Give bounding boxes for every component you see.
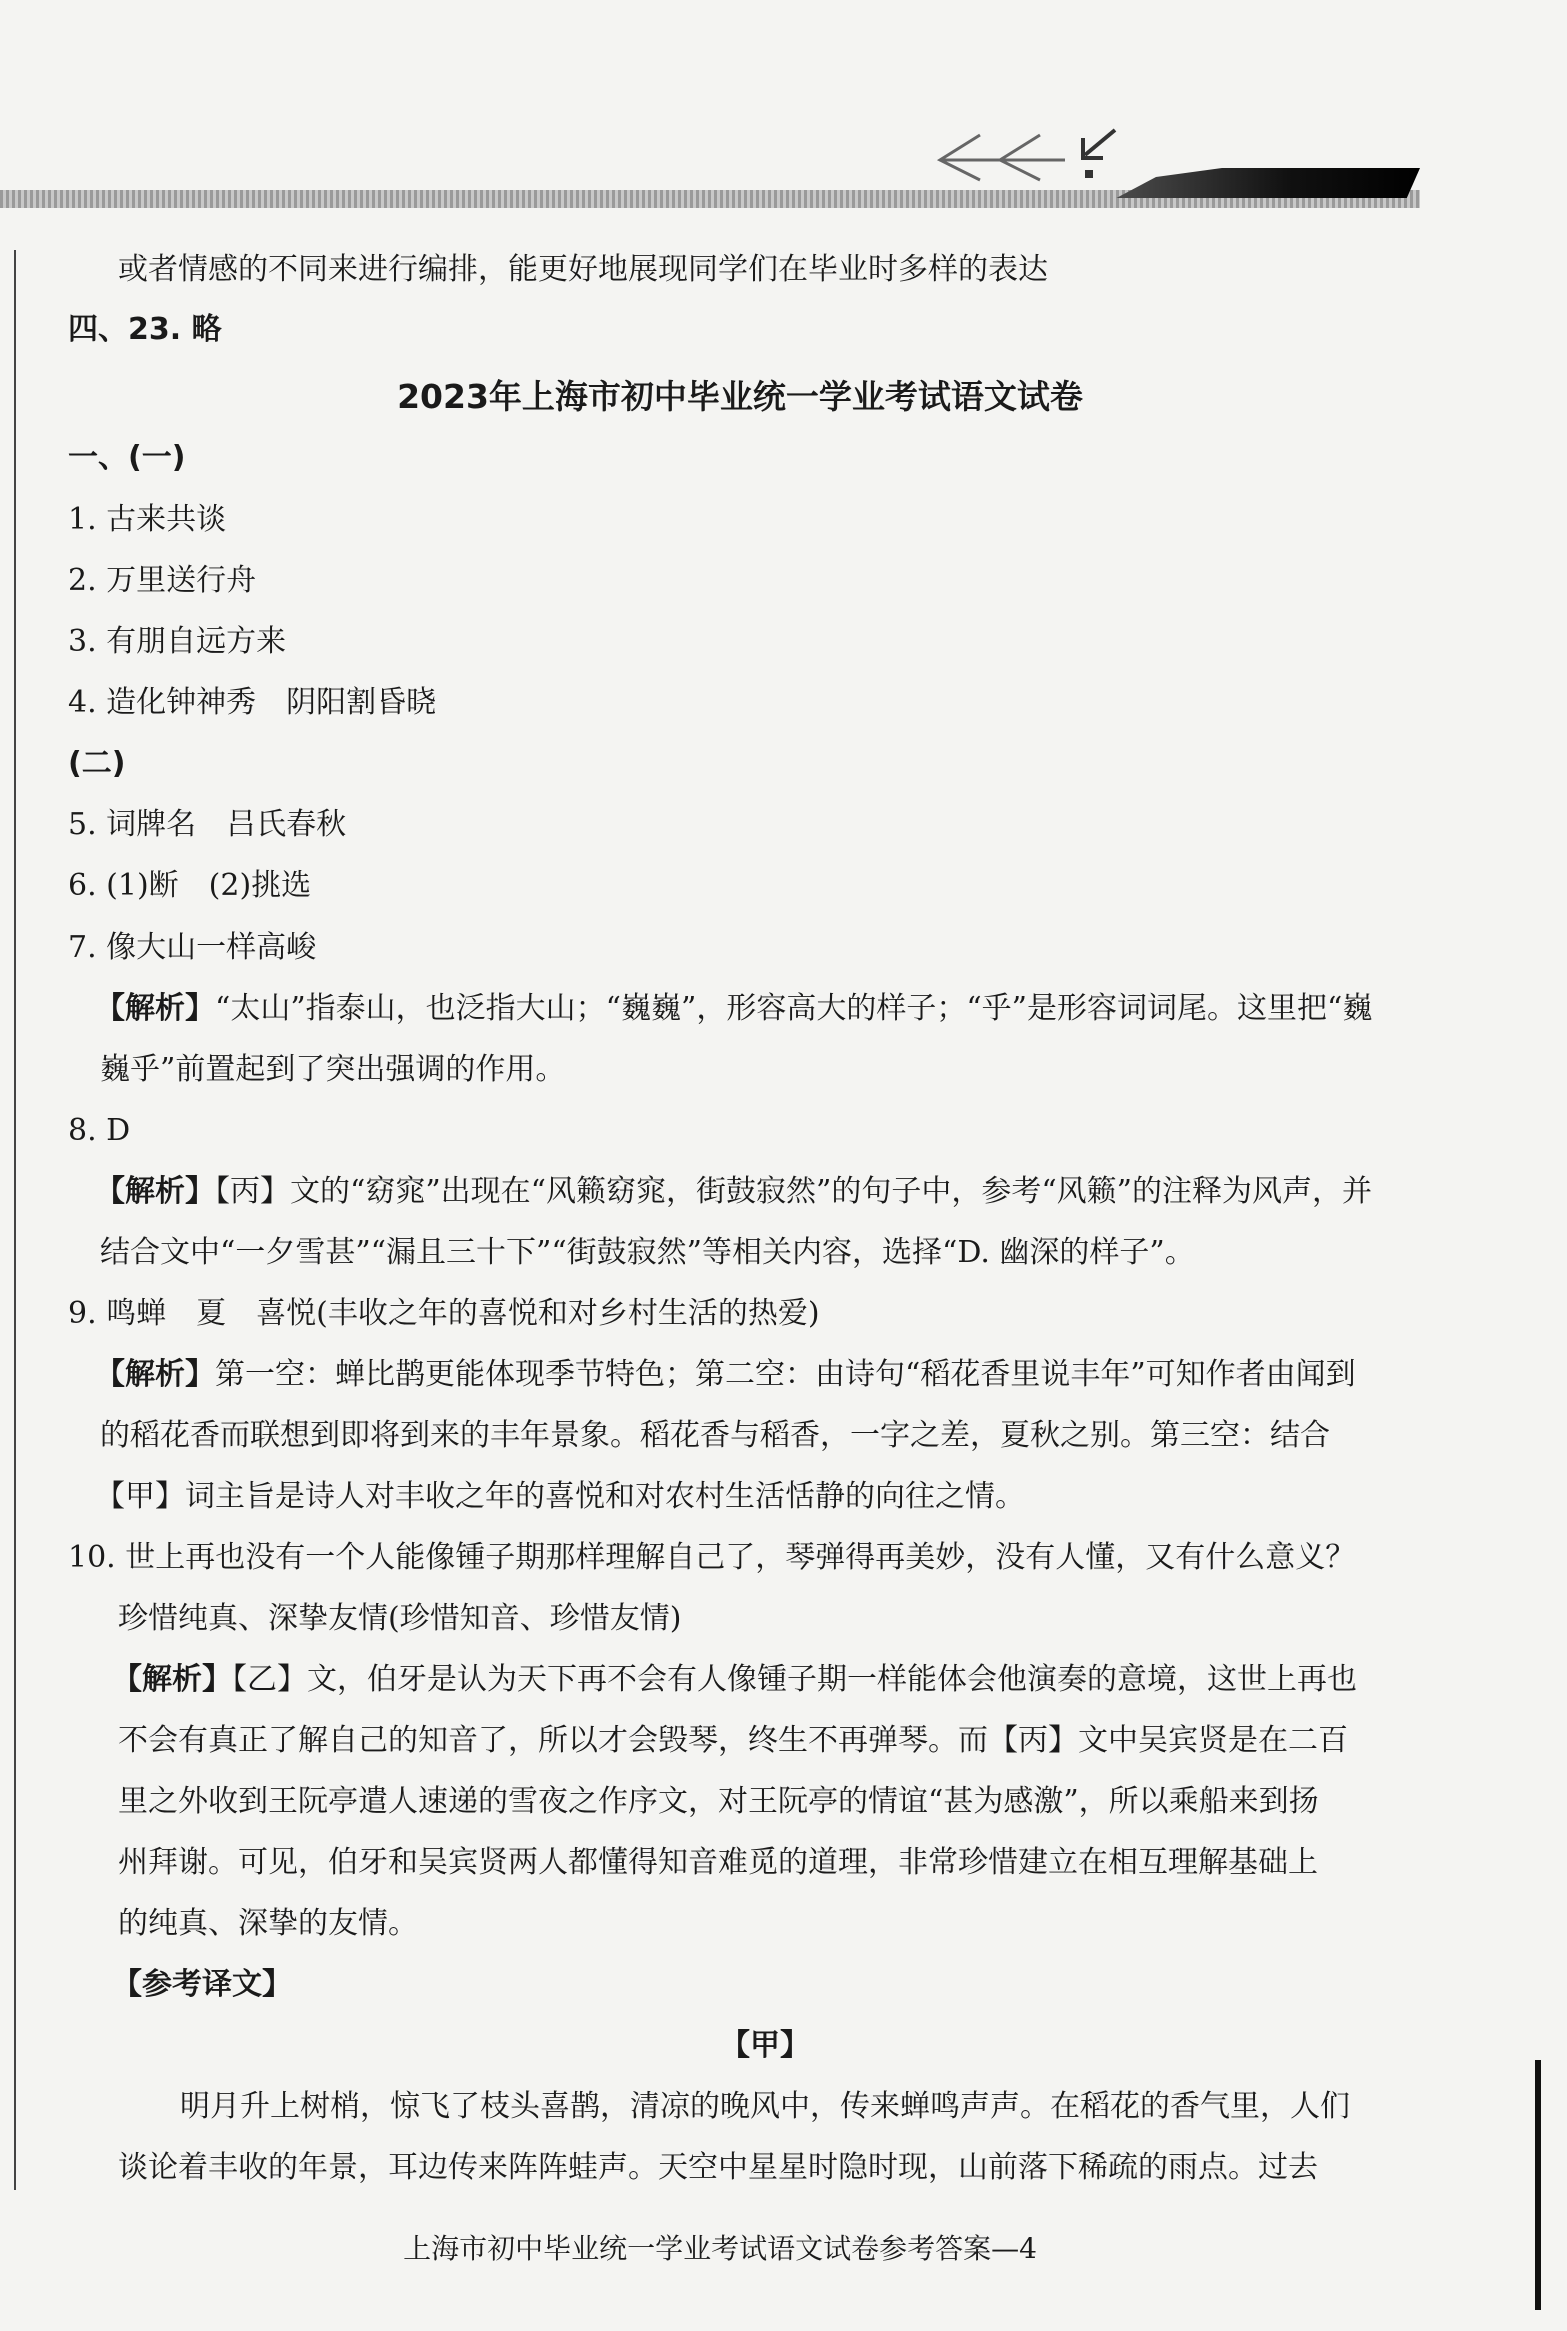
answer-7-explanation-text: “太山”指泰山，也泛指大山；“巍巍”，形容高大的样子；“乎”是形容词词尾。这里把“巍 — [215, 991, 1373, 1026]
answer-1: 1. 古来共谈 — [68, 502, 227, 537]
answer-8-explanation-1 — [95, 1172, 1372, 1212]
intro-line: 或者情感的不同来进行编排，能更好地展现同学们在毕业时多样的表达 — [118, 252, 1048, 287]
answer-10-explanation-4: 州拜谢。可见，伯牙和吴宾贤两人都懂得知音难觅的道理，非常珍惜建立在相互理解基础上 — [118, 1845, 1318, 1880]
answer-10-explanation-1 — [112, 1660, 1357, 1700]
answer-7-explanation-2: 巍乎”前置起到了突出强调的作用。 — [100, 1052, 566, 1087]
answer-10-explanation-text: 【乙】文，伯牙是认为天下再不会有人像锺子期一样能体会他演奏的意境，这世上再也 — [232, 1662, 1357, 1697]
answer-10-explanation-2: 不会有真正了解自己的知音了，所以才会毁琴，终生不再弹琴。而【丙】文中吴宾贤是在二百 — [118, 1723, 1348, 1758]
page-title: 2023年上海市初中毕业统一学业考试语文试卷 — [397, 377, 1083, 416]
jia-heading: 【甲】 — [720, 2028, 810, 2063]
answer-3: 3. 有朋自远方来 — [68, 624, 287, 659]
answer-10: 10. 世上再也没有一个人能像锺子期那样理解自己了，琴弹得再美妙，没有人懂，又有什么意义？ — [68, 1540, 1356, 1575]
answer-9-explanation-3: 【甲】词主旨是诗人对丰收之年的喜悦和对农村生活恬静的向往之情。 — [95, 1479, 1025, 1514]
answer-8-explanation-2: 结合文中“一夕雪甚”“漏且三十下”“街鼓寂然”等相关内容，选择“D. 幽深的样子”。 — [100, 1235, 1195, 1270]
answer-8: 8. D — [68, 1113, 131, 1148]
analysis-tag: 【解析】 — [95, 1174, 215, 1209]
answer-7: 7. 像大山一样高峻 — [68, 930, 317, 965]
answer-5: 5. 词牌名 吕氏春秋 — [68, 807, 347, 842]
answer-10-second: 珍惜纯真、深挚友情(珍惜知音、珍惜友情) — [118, 1601, 682, 1636]
answer-10-explanation-3: 里之外收到王阮亭遣人速递的雪夜之作序文，对王阮亭的情谊“甚为感激”，所以乘船来到扬 — [118, 1784, 1319, 1819]
analysis-tag: 【解析】 — [112, 1662, 232, 1697]
analysis-tag: 【解析】 — [95, 991, 215, 1026]
analysis-tag: 【解析】 — [95, 1357, 215, 1392]
answer-8-explanation-text: 【丙】文的“窈窕”出现在“风籁窈窕，街鼓寂然”的句子中，参考“风籁”的注释为风声，并 — [215, 1174, 1373, 1209]
answer-7-explanation-1 — [95, 989, 1372, 1029]
answer-4: 4. 造化钟神秀 阴阳割昏晓 — [68, 685, 437, 720]
answer-10-explanation-5: 的纯真、深挚的友情。 — [118, 1906, 418, 1941]
section-1-heading: 一、(一) — [68, 440, 186, 475]
answer-9-explanation-1 — [95, 1355, 1356, 1395]
answer-9: 9. 鸣蝉 夏 喜悦(丰收之年的喜悦和对乡村生活的热爱) — [68, 1296, 820, 1331]
reference-translation-heading: 【参考译文】 — [112, 1967, 292, 2002]
answer-6: 6. (1)断 (2)挑选 — [68, 868, 312, 903]
answer-2: 2. 万里送行舟 — [68, 563, 257, 598]
page-footer: 上海市初中毕业统一学业考试语文试卷参考答案—4 — [403, 2232, 1037, 2265]
answer-9-explanation-text: 第一空：蝉比鹊更能体现季节特色；第二空：由诗句“稻花香里说丰年”可知作者由闻到 — [215, 1357, 1356, 1392]
translation-line-2: 谈论着丰收的年景，耳边传来阵阵蛙声。天空中星星时隐时现，山前落下稀疏的雨点。过去 — [118, 2150, 1318, 2185]
answer-23: 四、23. 略 — [68, 312, 222, 347]
answer-9-explanation-2: 的稻花香而联想到即将到来的丰年景象。稻花香与稻香，一字之差，夏秋之别。第三空：结合 — [100, 1418, 1330, 1453]
section-2-heading: (二) — [68, 746, 126, 781]
translation-line-1: 明月升上树梢，惊飞了枝头喜鹊，清凉的晚风中，传来蝉鸣声声。在稻花的香气里，人们 — [180, 2089, 1350, 2124]
